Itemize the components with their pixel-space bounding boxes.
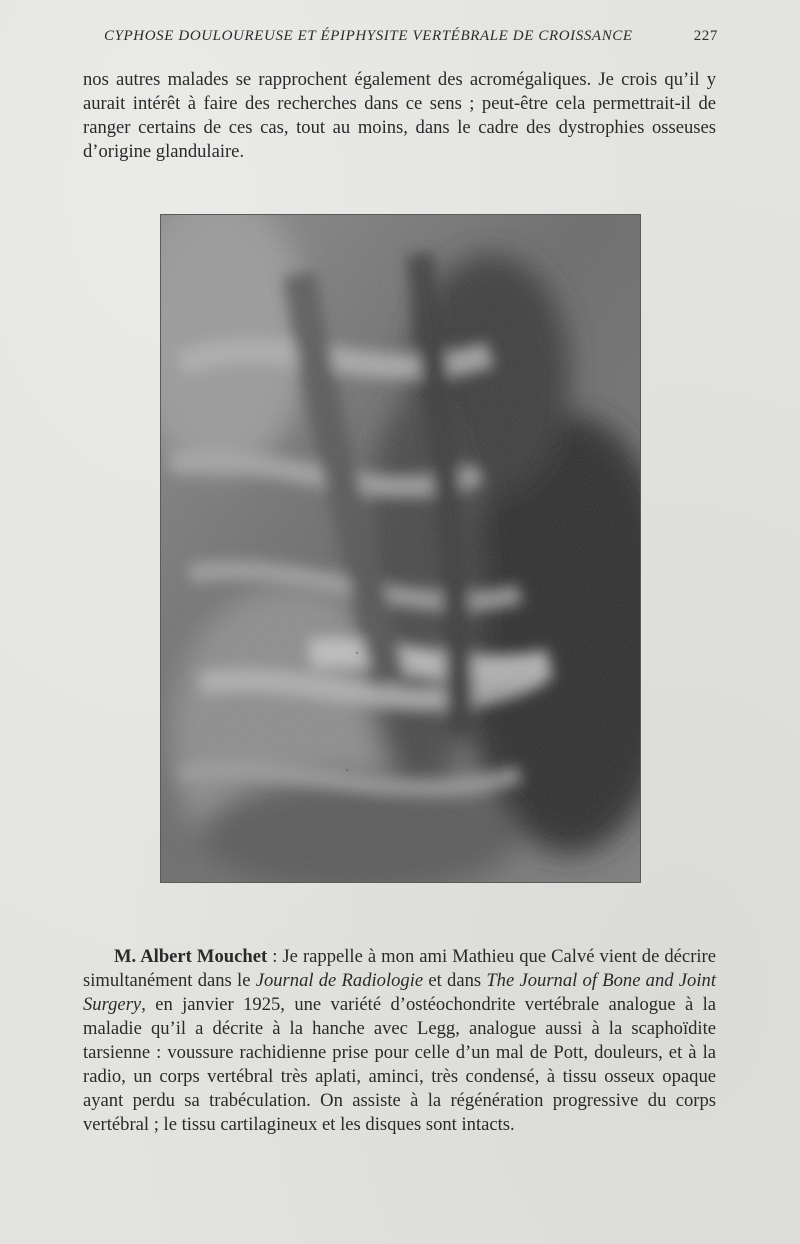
running-header bbox=[104, 28, 718, 48]
page-number: 227 bbox=[693, 28, 718, 44]
speaker-name: M. Albert Mouchet bbox=[114, 946, 268, 967]
running-title: CYPHOSE DOULOUREUSE ET ÉPIPHYSITE VERTÉBRALE DE CROISSANCE bbox=[104, 28, 633, 44]
journal-title-radiologie: Journal de Radiologie bbox=[255, 970, 424, 991]
intro-paragraph: nos autres malades se rapprochent également des acromégaliques. Je crois qu’il y aurait intérêt à faire des recherches dans ce sens ; peut-être cela permettrait-il de ranger certains de ces cas, tout au moins, dans le cadre des dystrophies osseuses d’origine glandulaire. bbox=[83, 69, 716, 162]
discussion-text-1: : Je rappelle à mon ami Mathieu que Calvé vient de décrire simultanément dans le bbox=[83, 946, 716, 991]
journal-title-bone-joint: The Journal of Bone and Joint Surgery bbox=[83, 970, 716, 1015]
discussion-text-2: et dans bbox=[423, 970, 487, 991]
discussion-paragraph bbox=[83, 945, 716, 1137]
radiograph-image bbox=[160, 214, 641, 883]
speck-mark bbox=[356, 652, 358, 654]
discussion-text-3: , en janvier 1925, une variété d’ostéochondrite vertébrale analogue à la maladie qu’il a décrite à la hanche avec Legg, analogue aussi à la scaphoïdite tarsienne : voussure rachidienne prise pour celle d’un mal de Pott, douleurs, et à la radio, un corps vertébral très aplati, aminci, très condensé, à tissu osseux opaque ayant perdu sa trabéculation. On assiste à la régénération progressive du corps vertébral ; le tissu cartilagineux et les disques sont intacts. bbox=[83, 994, 716, 1135]
radiograph-figure bbox=[160, 214, 641, 883]
speck-mark bbox=[346, 769, 348, 771]
